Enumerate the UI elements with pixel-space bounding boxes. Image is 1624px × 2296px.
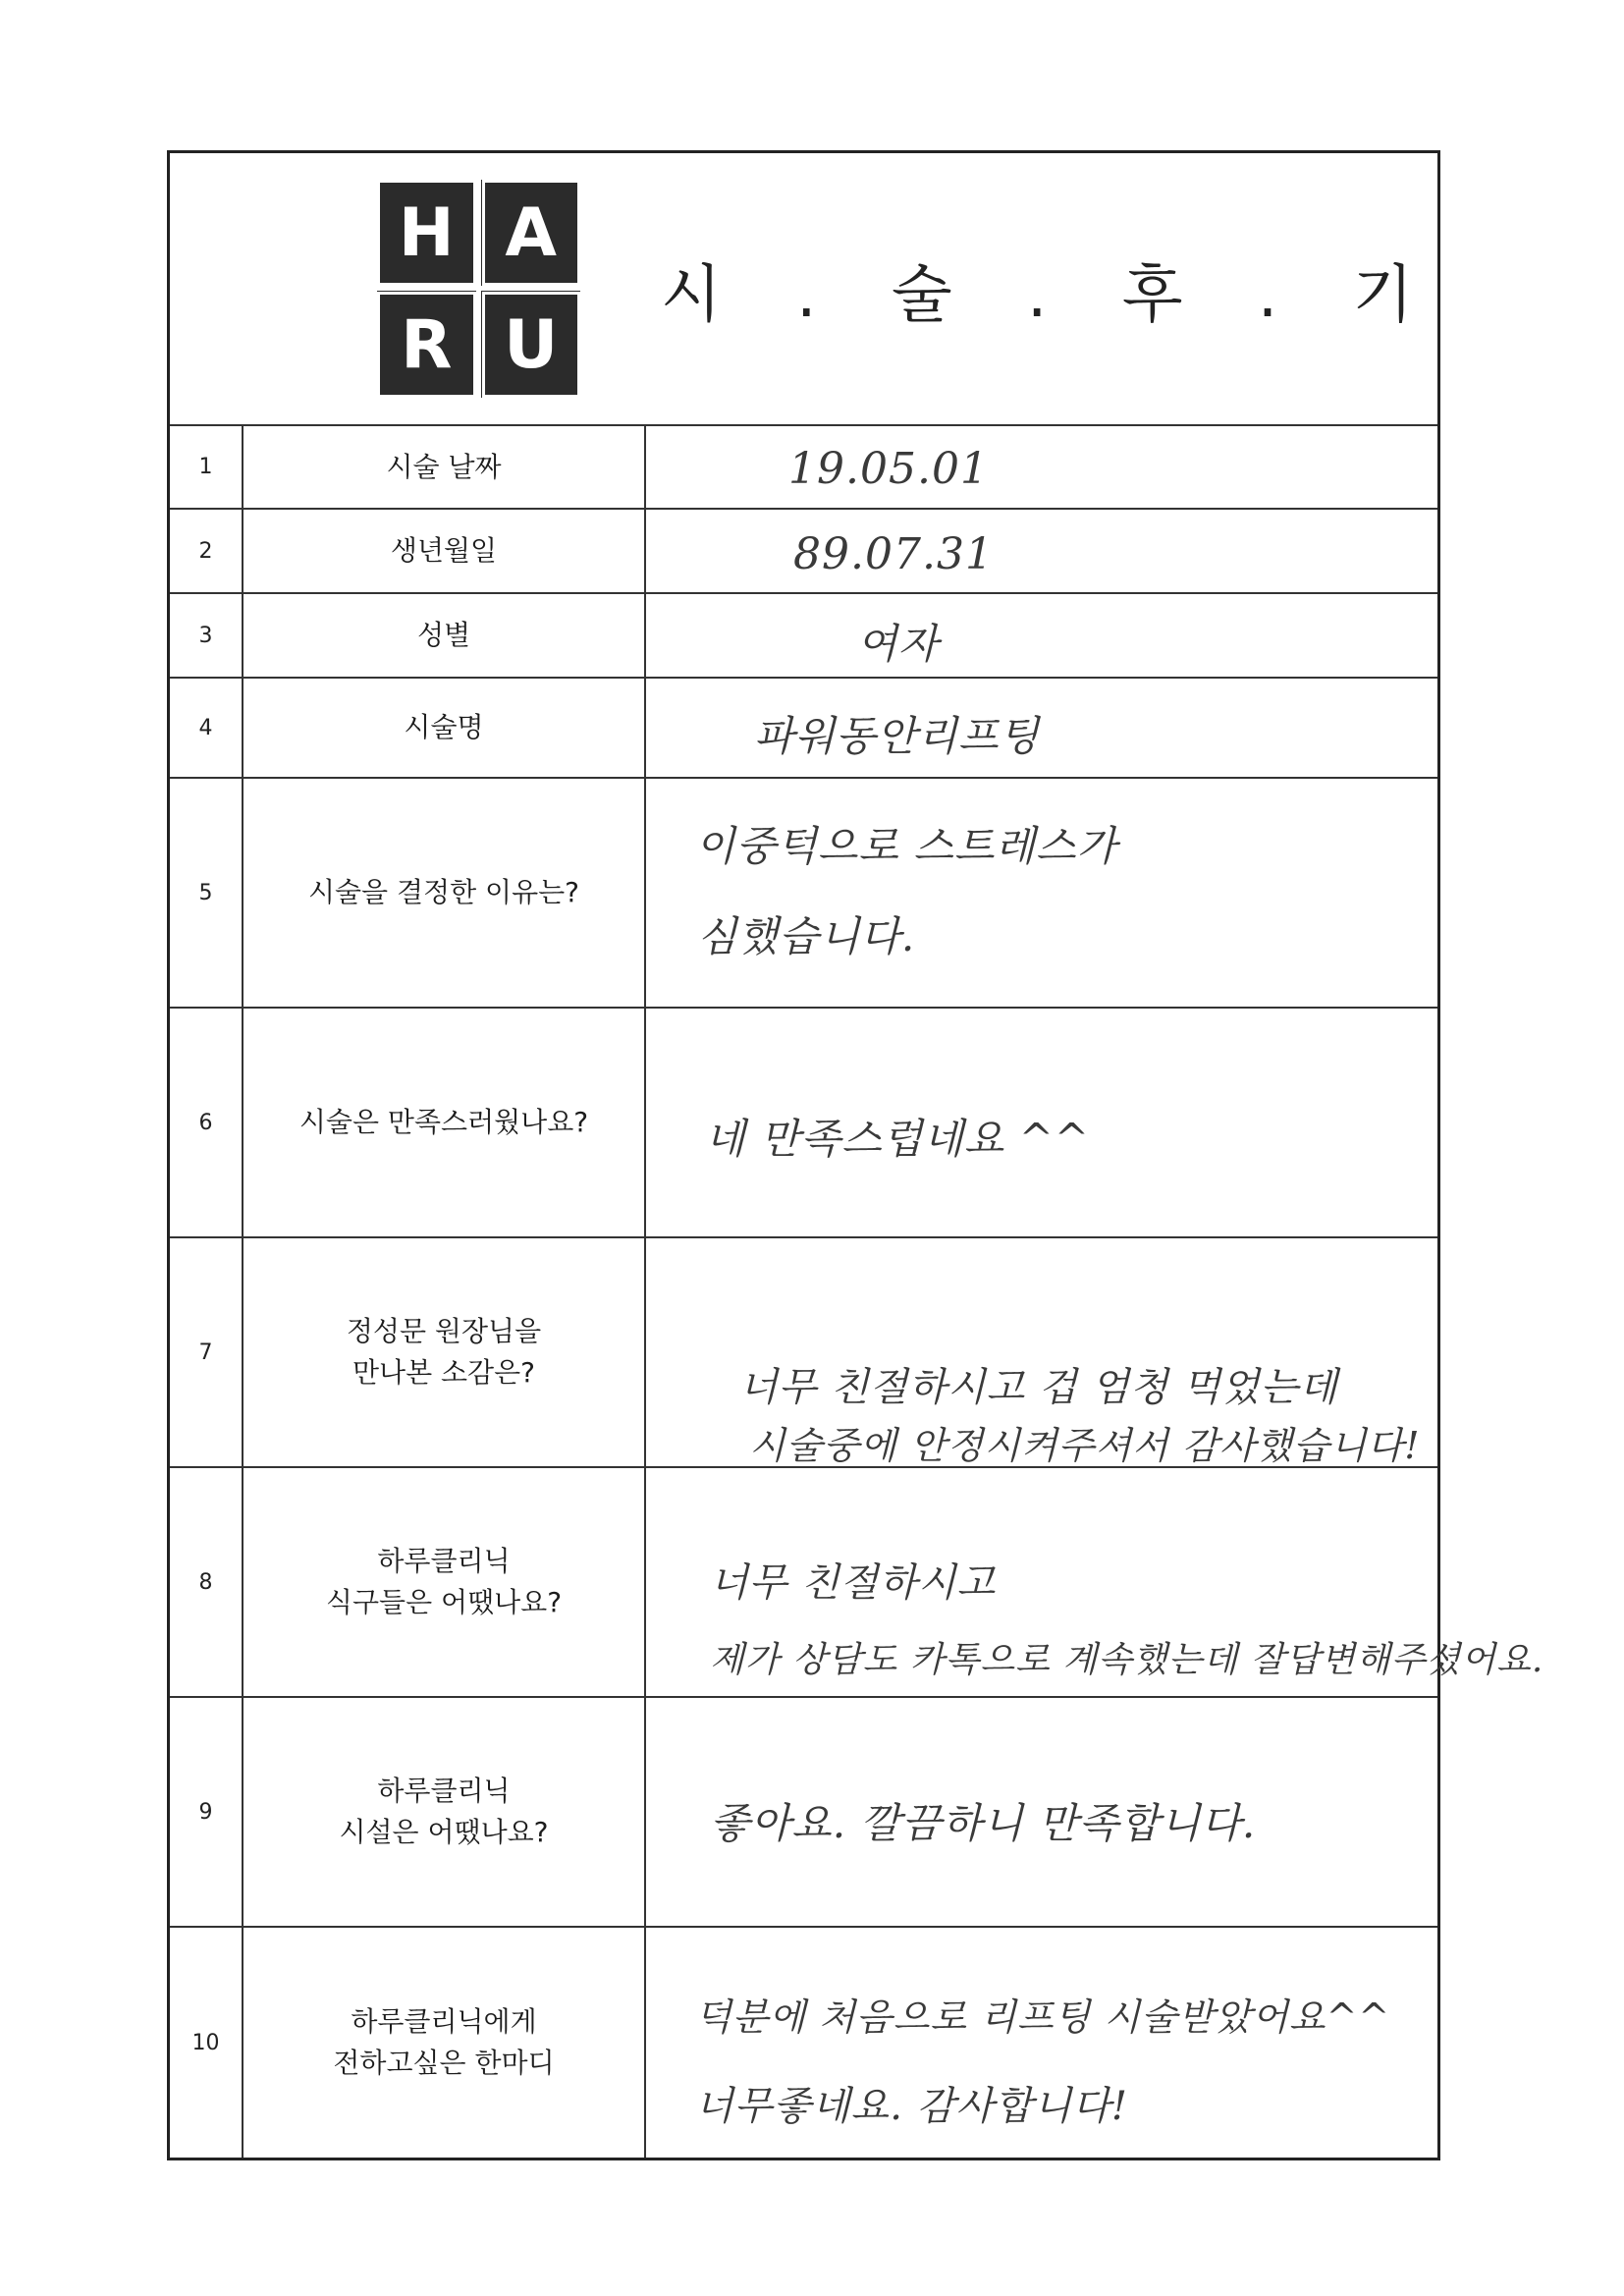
row-label: 정성문 원장님을 만나본 소감은? — [244, 1238, 646, 1466]
row-answer[interactable] — [646, 1468, 1544, 1696]
form-row-staff — [170, 1468, 1544, 1698]
form-row-gender — [170, 594, 1437, 679]
row-number: 2 — [170, 510, 244, 592]
handwritten-answer: 89.07.31 — [793, 529, 994, 579]
row-number: 1 — [170, 426, 244, 508]
row-answer[interactable] — [646, 779, 1437, 1007]
form-row-date — [170, 426, 1437, 510]
handwritten-answer: 좋아요. 깔끔하니 만족합니다. — [710, 1799, 1257, 1847]
form-row-satisfaction — [170, 1009, 1437, 1238]
handwritten-answer: 파워동안리프팅 — [754, 712, 1041, 760]
form-row-procedure — [170, 679, 1437, 779]
row-number: 10 — [170, 1928, 244, 2158]
row-answer[interactable] — [646, 594, 1437, 677]
row-label: 하루클리닉 식구들은 어땠나요? — [244, 1468, 646, 1696]
haru-logo — [377, 180, 580, 398]
row-number: 4 — [170, 679, 244, 777]
form-row-doctor — [170, 1238, 1437, 1468]
handwritten-answer: 너무 친절하시고 — [710, 1560, 997, 1606]
row-number: 3 — [170, 594, 244, 677]
row-answer[interactable] — [646, 1009, 1437, 1236]
handwritten-answer: 심했습니다. — [697, 912, 916, 960]
logo-divider — [377, 286, 580, 291]
row-number: 7 — [170, 1238, 244, 1466]
review-form — [167, 150, 1544, 2160]
handwritten-answer: 너무 친절하시고 겁 엄청 먹었는데 — [739, 1365, 1338, 1410]
row-answer[interactable] — [646, 426, 1437, 508]
handwritten-answer: 시술중에 안정시켜주셔서 감사했습니다! — [749, 1424, 1421, 1467]
row-label: 시술은 만족스러웠나요? — [244, 1009, 646, 1236]
row-label: 시술을 결정한 이유는? — [244, 779, 646, 1007]
row-number: 6 — [170, 1009, 244, 1236]
row-answer[interactable] — [646, 510, 1437, 592]
handwritten-answer: 너무좋네요. 감사합니다! — [695, 2084, 1128, 2129]
row-label: 성별 — [244, 594, 646, 677]
form-row-facility — [170, 1698, 1437, 1928]
logo-letter: H — [377, 180, 476, 286]
row-answer[interactable] — [646, 1698, 1437, 1926]
form-header — [170, 153, 1441, 426]
row-label: 생년월일 — [244, 510, 646, 592]
row-answer[interactable] — [646, 679, 1437, 777]
handwritten-answer: 제가 상담도 카톡으로 계속했는데 잘답변해주셨어요. — [710, 1640, 1544, 1680]
logo-letter: U — [482, 292, 581, 398]
handwritten-answer: 19.05.01 — [788, 444, 989, 494]
handwritten-answer: 덕분에 처음으로 리프팅 시술받았어요^^ — [695, 1995, 1391, 2039]
handwritten-answer: 여자 — [857, 620, 940, 668]
form-row-reason — [170, 779, 1437, 1009]
handwritten-answer: 네 만족스럽네요 ^^ — [705, 1115, 1091, 1163]
row-answer[interactable] — [646, 1928, 1437, 2158]
row-label: 하루클리닉에게 전하고싶은 한마디 — [244, 1928, 646, 2158]
row-number: 9 — [170, 1698, 244, 1926]
row-number: 8 — [170, 1468, 244, 1696]
logo-letter: A — [482, 180, 581, 286]
form-row-message — [170, 1928, 1437, 2158]
logo-letter: R — [377, 292, 476, 398]
row-number: 5 — [170, 779, 244, 1007]
row-label: 시술명 — [244, 679, 646, 777]
form-row-birthdate — [170, 510, 1437, 594]
row-label: 시술 날짜 — [244, 426, 646, 508]
page-title: 시 . 술 . 후 . 기 — [661, 259, 1441, 332]
row-answer[interactable] — [646, 1238, 1437, 1466]
row-label: 하루클리닉 시설은 어땠나요? — [244, 1698, 646, 1926]
handwritten-answer: 이중턱으로 스트레스가 — [695, 822, 1118, 870]
